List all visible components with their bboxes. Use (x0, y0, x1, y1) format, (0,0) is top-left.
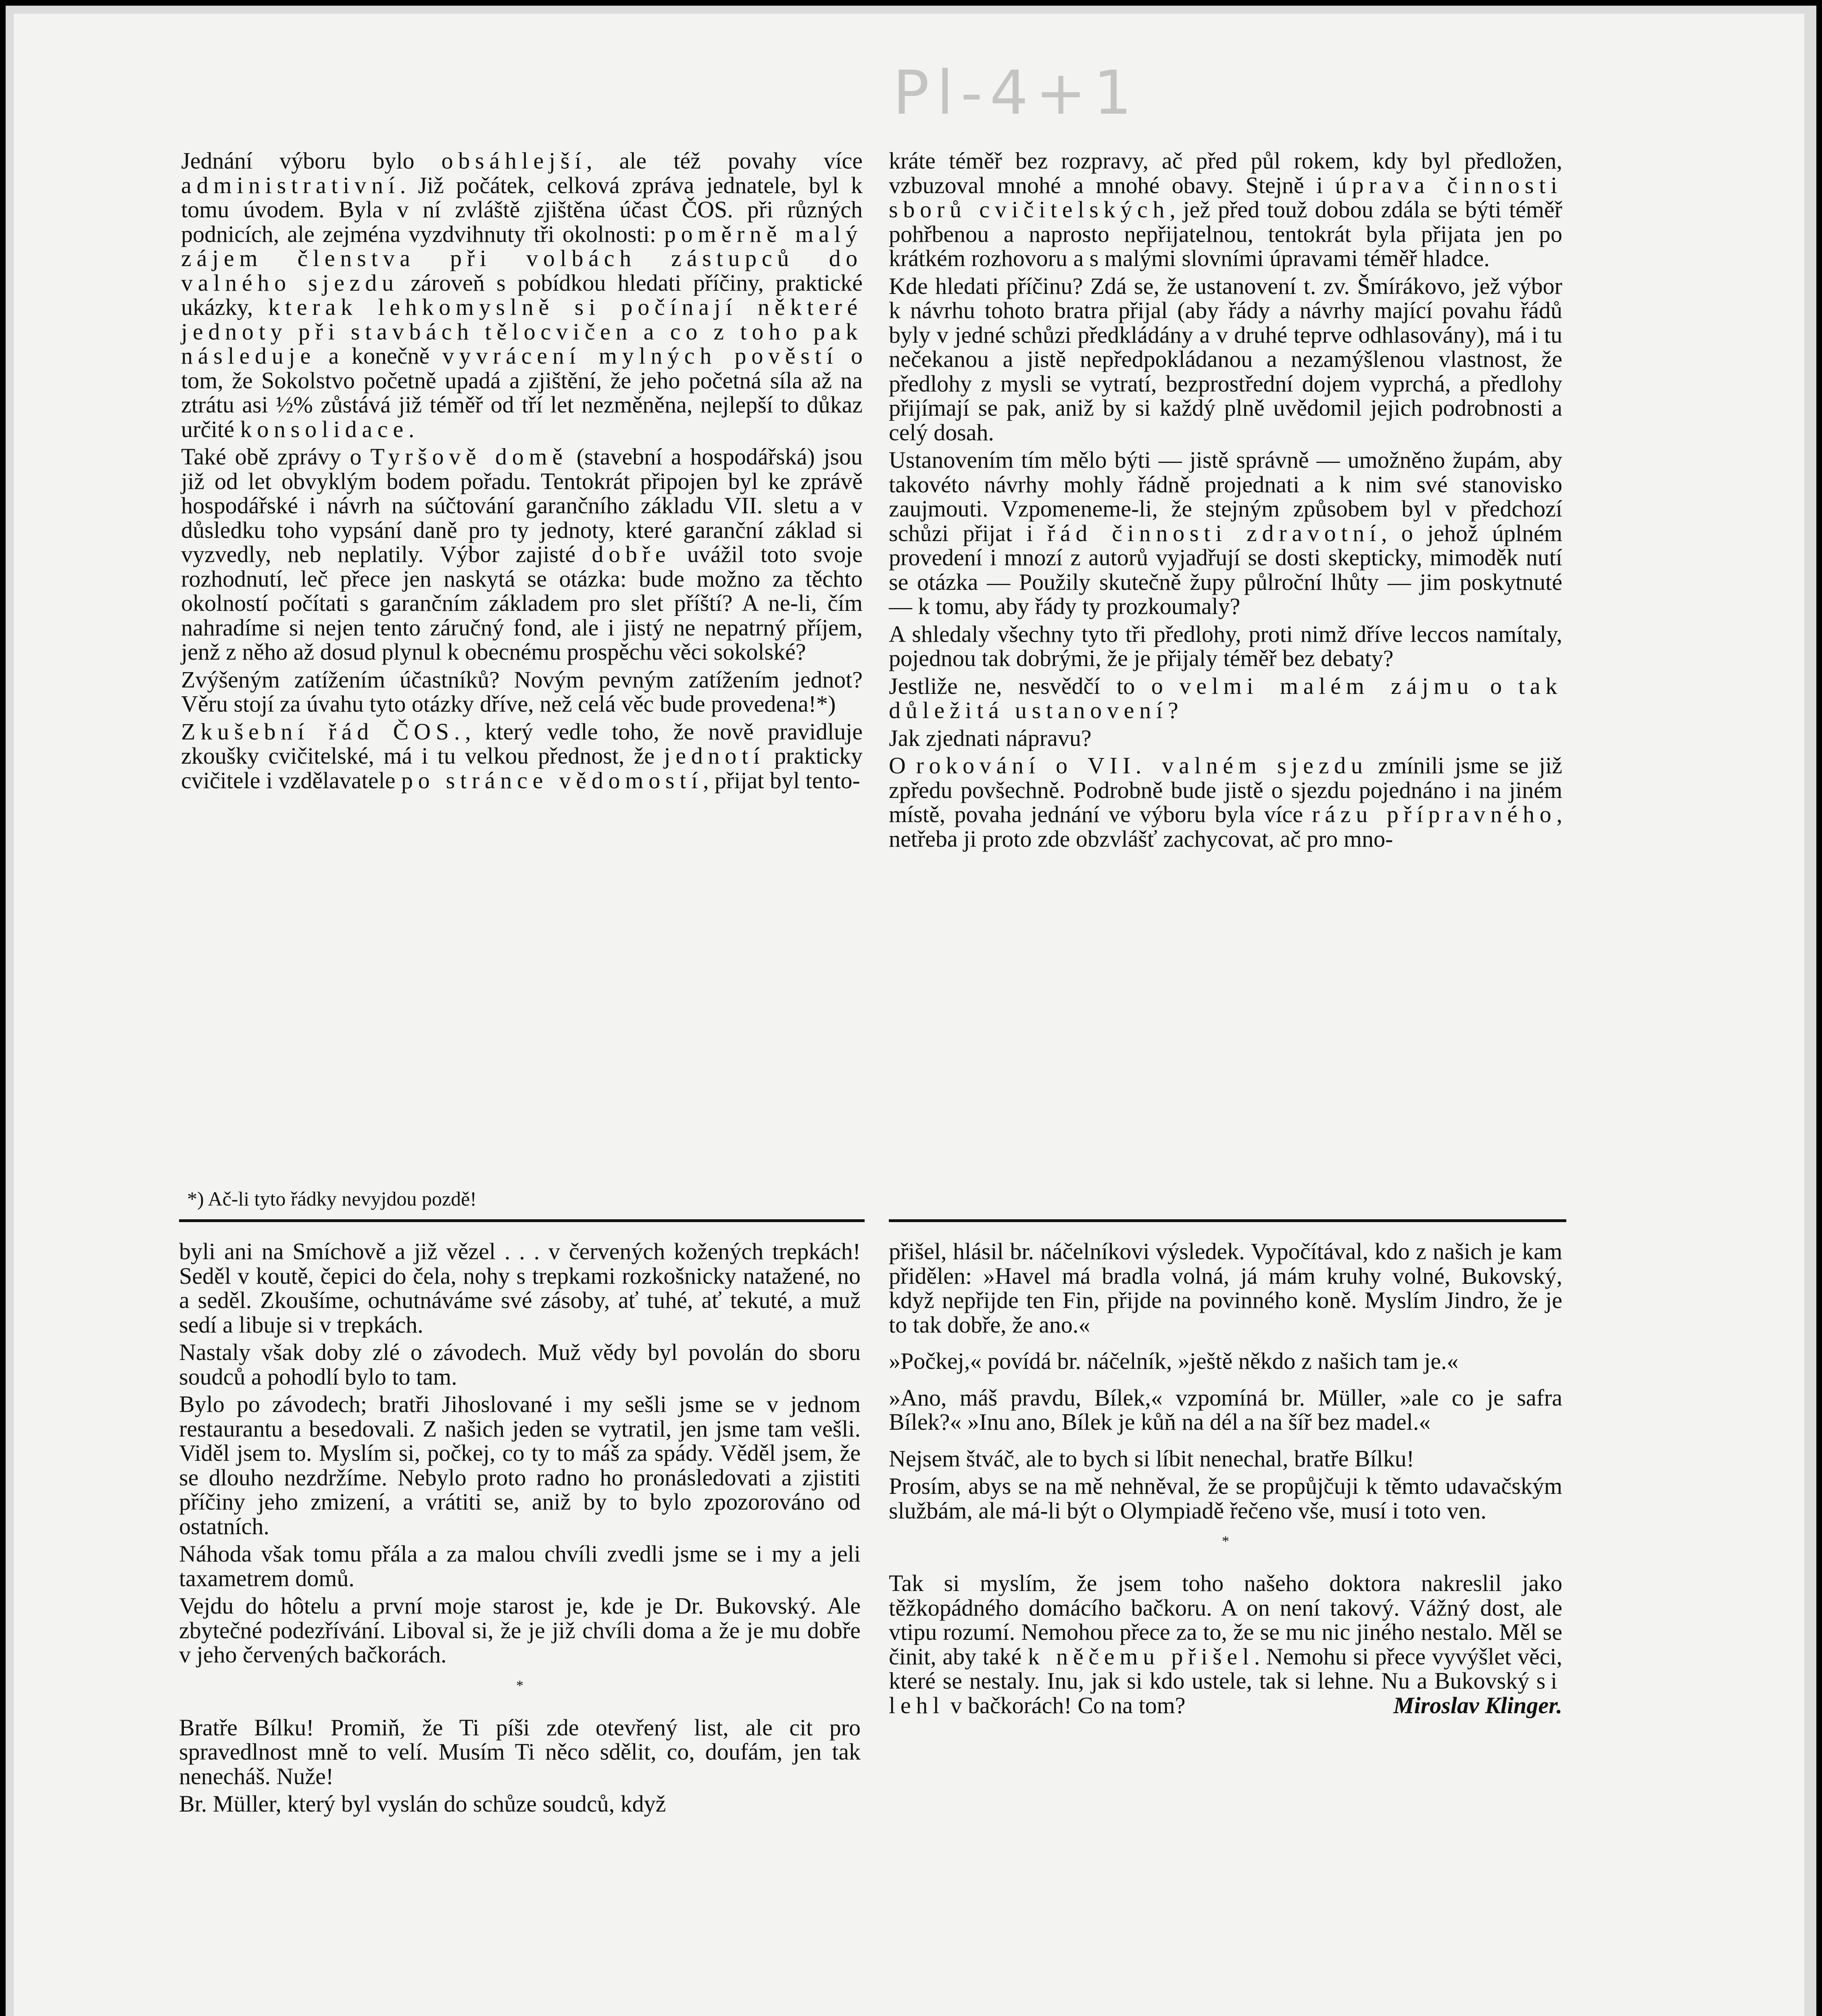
paragraph: přišel, hlásil br. náčelníkovi výsledek. Vypočítával, kdo z našich je kam přidělen: »Havel má bradla volná, já mám kruhy volné, Bukovský, když nepřijde ten Fin, přijde na povinného koně. Myslím Jindro, že je to tak dobře, že ano.« (889, 1238, 1562, 1338)
paragraph: Prosím, abys se na mě nehněval, že se propůjčuji k těmto udavačským službám, ale má-li být o Olympiadě řečeno vše, musí i toto ven. (889, 1473, 1562, 1524)
spaced-text: tak důležitá ustanovení (889, 673, 1562, 723)
spaced-text: po stránce vědomostí (401, 767, 703, 793)
lower-right-column (889, 1239, 1562, 1718)
section-break-star: * (1222, 1533, 1229, 1549)
paragraph: byli ani na Smíchově a již vězel . . . v červených kožených trepkách! Seděl v koutě, čepici do čela, nohy s trepkami rozkošnicky natažené, no a seděl. Zkoušíme, ochutnáváme své zásoby, ať tuhé, ať tekuté, a muž sedí a libuje si v trepkách. (179, 1238, 861, 1338)
text: . Již počátek, celková zpráva jednatele, byl k tomu úvodem. Byla v ní zvláště zjištěna účast ČOS. při různých podnicích, ale zejména vyzdvihnuty tři okolnosti: (181, 172, 863, 247)
divider-rule-left (179, 1219, 865, 1222)
text: , jež před touž dobou zdála se býti téměř pohřbenou a naprosto nepřijatelnou, tentokrát byla přijata jen po krátkém rozhovoru a s malými slovními úpravami téměř hladce. (889, 196, 1562, 271)
page (14, 14, 1804, 2016)
text: o (1474, 673, 1518, 699)
text: . Nemohu si přece vyvýšlet věci, které se nestaly. Inu, jak si kdo ustele, tak si lehne. Nu a Bukovský (889, 1643, 1562, 1694)
text: prakticky cvičitele i vzdělavatele (181, 743, 863, 793)
text: o tom, že Sokolstvo početně upadá a zjištění, že jeho početná síla až na ztrátu asi ½% zůstává již téměř od tří let nezměněna, nejlepší to důkaz určité (181, 343, 863, 442)
paragraph (889, 149, 1562, 271)
text: Jednání výboru bylo (181, 148, 442, 174)
text: , o jehož úplném provedení i mnozí z autorů vyjadřují se dosti skepticky, mimoděk nutí se otázka — Použily skutečně župy půlroční lhůty — jim poskytnuté — k tomu, aby řády ty prozkoumaly? (889, 520, 1562, 619)
divider-rule-right (889, 1219, 1566, 1222)
text: uvážil toto svoje rozhodnutí, leč přece jen naskytá se otázka: bude možno za těchto okolností počítati s garančním základem pro slet příští? A ne-li, čím nahradíme si nejen tento záručný fond, ale i jistý ne nepatrný příjem, jenž z něho až dosud plynul k obecnému prospěchu věci sokolské? (181, 541, 863, 665)
paragraph: A shledaly všechny tyto tři předlohy, proti nimž dříve leccos namítaly, pojednou tak dobrými, že je přijaly téměř bez debaty? (889, 621, 1562, 671)
paragraph: Jak zjednati nápravu? (889, 725, 1092, 751)
paragraph: Bratře Bílku! Promiň, že Ti píši zde otevřený list, ale cit pro spravedlnost mně to velí. Musím Ti něco sdělit, co, doufám, jen tak nenecháš. Nuže! (179, 1714, 861, 1789)
text: Ustanovením tím mělo býti — jistě správně — umožněno župám, aby takovéto návrhy mohly řádně projednati a k nim své stanovisko zaujmouti. Vzpomeneme-li, že stejným způsobem byl v předchozí schůzi přijat i (889, 447, 1562, 546)
lower-left-column (179, 1239, 861, 1816)
spaced-text: si lehl (889, 1668, 1562, 1718)
paragraph (889, 448, 1562, 619)
paragraph: Bylo po závodech; bratři Jihoslované i my sešli jsme se v jednom restaurantu a besedovali. Z našich jeden se vytratil, jen jsme tam vešli. Viděl jsem to. Myslím si, počkej, co ty to máš za spády. Věděl jsem, že se dlouho nezdržíme. Nebylo proto radno ho pronásledovati a zjistiti příčiny jeho zmizení, a vrátiti se, aniž by to bylo zpozorováno od ostatních. (179, 1391, 861, 1539)
spaced-text: Tyršově domě (370, 444, 568, 470)
spaced-text: úprava činnosti sborů cvičitelských (889, 172, 1563, 223)
paragraph: »Ano, máš pravdu, Bílek,« vzpomíná br. Müller, »ale co je safra Bílek?« »Inu ano, Bílek je kůň na dél a na šíř bez madel.« (889, 1384, 1562, 1435)
section-break-star: * (516, 1677, 523, 1693)
text: , přijat byl tento- (703, 767, 860, 793)
spaced-text: administrativní (181, 172, 400, 198)
text: , ale též povahy více (586, 148, 863, 174)
header-stamp: Pl-4+1 (893, 58, 1139, 128)
spaced-text: kterak lehkomyslně si počínají některé jednoty při stavbách tělocvičen a co z toho pak následuje (181, 294, 863, 369)
text: Jestliže ne, nesvědčí to o (889, 673, 1180, 699)
paragraph: Kde hledati příčinu? Zdá se, že ustanovení t. zv. Šmírákovo, jež výbor k návrhu tohoto bratra přijal (aby řády a návrhy mající povahu řádů byly v jedné schůzi předkládány a v druhé teprve odhlasovány), má i tu nečekanou a jistě nepředpokládanou a nezamýšlenou vlastnost, že předlohy z mysli se vytratí, bezprostřední dojem vyprchá, a předlohy přijímají se pak, aniž by si každý plně uvědomil jejich podrobnosti a celý dosah. (889, 273, 1562, 446)
paragraph (889, 754, 1562, 851)
paragraph (181, 149, 863, 442)
paragraph: Nastaly však doby zlé o závodech. Muž vědy byl povolán do sboru soudců a pohodlí bylo to tam. (179, 1339, 861, 1390)
paragraph: Vejdu do hôtelu a první moje starost je, kde je Dr. Bukovský. Ale zbytečné podezřívání. Liboval si, že je již chvíli doma a že je mu dobře v jeho červených bačkorách. (179, 1593, 861, 1668)
text: O (889, 752, 916, 779)
text: , který vedle toho, že nově pravidluje zkoušky cvičitelské, má i tu velkou přednost, že (181, 718, 863, 769)
text: Tak si myslím, že jsem toho našeho doktora nakreslil jako těžkopádného domácího bačkoru. A on není takový. Vážný dost, ale vtipu rozumí. Nemohou přece za to, že se mu nic jiného nestalo. Měl se činit, aby také (889, 1570, 1562, 1670)
paragraph: Zvýšeným zatížením účastníků? Novým pevným zatížením jednot? Věru stojí za úvahu tyto otázky dříve, než celá věc bude provedena!*) (181, 666, 863, 717)
text: . (408, 416, 415, 442)
author-signature: Miroslav Klinger. (1393, 1692, 1562, 1718)
upper-right-column (889, 149, 1562, 851)
spaced-text: řád činnosti zdravotní (1047, 520, 1381, 546)
upper-left-column (181, 149, 863, 793)
text: zároveň s pobídkou hledati příčiny, praktické ukázky, (181, 269, 863, 320)
text: a konečně (315, 343, 442, 369)
paragraph (181, 445, 863, 664)
paragraph: Nejsem štváč, ale to bych si líbit nenechal, bratře Bílku! (889, 1445, 1414, 1472)
spaced-text: obsáhlejší (441, 148, 587, 174)
spaced-text: konsolidace (240, 416, 409, 442)
text: v bačkorách! Co na tom? (944, 1692, 1186, 1718)
text: (stavební a hospodářská) jsou již od let obvyklým bodem pořadu. Tentokrát připojen byl ke zprávě hospodářské i návrh na súčtování garančního základu VII. sletu a v důsledku toho vypsání daně pro ty jednoty, které garanční základ si vyzvedly, neb neplatily. Výbor zajisté (181, 444, 863, 567)
spaced-text: rázu přípravného (1312, 801, 1557, 827)
spaced-text: k něčemu přišel (1028, 1643, 1254, 1670)
spaced-text: jednotí (664, 743, 765, 769)
paragraph (889, 674, 1562, 723)
scanned-sheet (6, 6, 1816, 2016)
paragraph: Náhoda však tomu přála a za malou chvíli zvedli jsme se i my a jeli taxametrem domů. (179, 1541, 861, 1591)
paragraph: »Počkej,« povídá br. náčelník, »ještě někdo z našich tam je.« (889, 1348, 1459, 1374)
text: , netřeba ji proto zde obzvlášť zachycovat, ač pro mno- (889, 801, 1562, 852)
spaced-text: rokování o VII. valném sjezdu (916, 752, 1368, 779)
text: zmínili jsme se již zpředu povšechně. Podrobně bude jistě o sjezdu pojednáno i na jiném místě, povaha jednání ve výboru byla více (889, 752, 1562, 827)
spaced-text: poměrně malý zájem členstva při volbách zástupců do valného sjezdu (181, 221, 863, 296)
text: ? (1167, 697, 1178, 723)
spaced-text: vyvrácení mylných pověstí (442, 343, 838, 369)
spaced-text: Zkušební řád ČOS. (181, 718, 465, 745)
text: Také obě zprávy o (181, 444, 371, 470)
text: kráte téměř bez rozpravy, ač před půl rokem, kdy byl předložen, vzbuzoval mnohé a mnohé obavy. Stejně i (889, 148, 1562, 198)
paragraph: Br. Müller, který byl vyslán do schůze soudců, když (179, 1791, 666, 1817)
footnote: *) Ač-li tyto řádky nevyjdou pozdě! (187, 1187, 477, 1210)
spaced-text: dobře (592, 541, 671, 567)
spaced-text: velmi malém zájmu (1179, 673, 1474, 699)
paragraph (181, 720, 863, 793)
